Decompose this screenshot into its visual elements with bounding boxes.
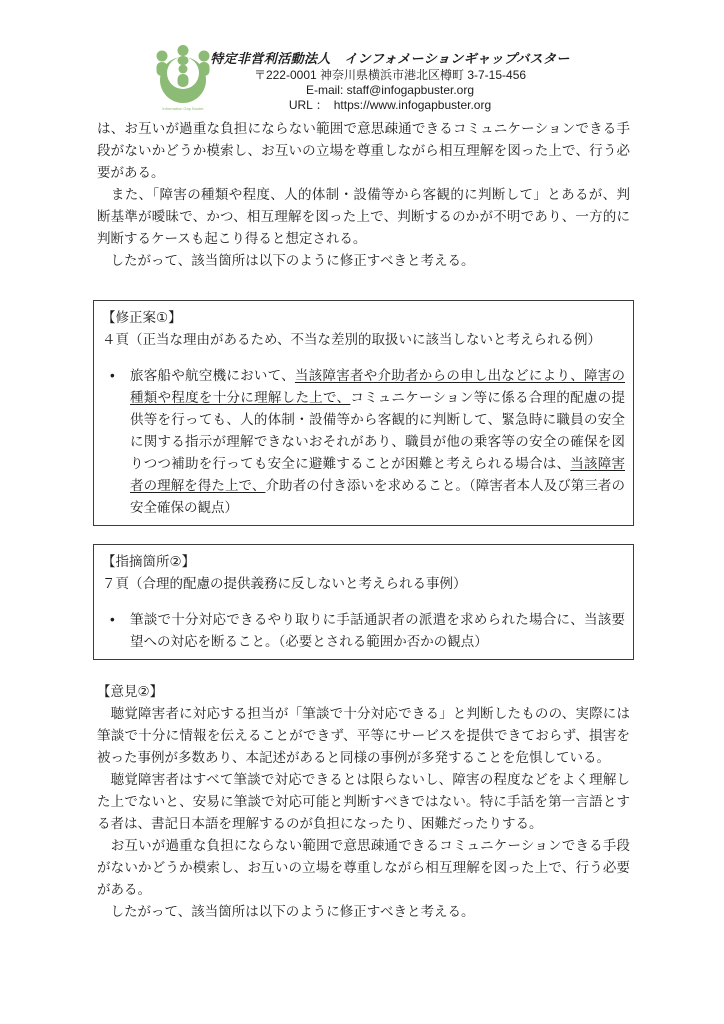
pointed-passage-box <box>93 544 634 660</box>
revision-proposal-box <box>93 300 634 526</box>
opinion-section <box>93 681 634 923</box>
pointed-bullet-list <box>102 609 625 653</box>
revision-box-subtitle: ４頁（正当な理由があるため、不当な差別的取扱いに該当しないと考えられる例） <box>102 332 601 347</box>
org-address: 〒222-0001 神奈川県横浜市港北区樽町 3-7-15-456 <box>253 68 527 82</box>
intro-paragraph-3: したがって、該当箇所は以下のように修正すべきと考える。 <box>97 253 475 268</box>
intro-paragraph-1: は、お互いが過重な負担にならない範囲で意思疎通できるコミュニケーションできる手段がないかどうか模索し、お互いの立場を尊重しながら相互理解を図った上で、行う必要がある。 <box>97 121 630 180</box>
opinion-title: 【意見②】 <box>97 684 164 699</box>
opinion-paragraph-3: お互いが過重な負担にならない範囲で意思疎通できるコミュニケーションできる手段がないかどうか模索し、お互いの立場を尊重しながら相互理解を図った上で、行う必要がある。 <box>97 838 630 897</box>
letterhead <box>56 48 724 112</box>
org-name: 特定非営利活動法人 インフォメーションギャップバスター <box>210 51 570 66</box>
opinion-paragraph-2: 聴覚障害者はすべて筆談で対応できるとは限らないし、障害の程度などをよく理解した上でないと、安易に筆談で対応可能と判断すべきではない。特に手話を第一言語とする者は、書記日本語を理解するのが負担になったり、困難だったりする。 <box>97 772 630 831</box>
org-email: E-mail: staff@infogapbuster.org <box>305 83 475 97</box>
pointed-box-title: 【指摘箇所②】 <box>102 554 196 569</box>
pointed-bullet-item: • 筆談で十分対応できるやり取りに手話通訳者の派遣を求められた場合に、当該要望への対応を断ること。（必要とされる範囲か否かの観点） <box>102 609 625 653</box>
opinion-paragraph-4: したがって、該当箇所は以下のように修正すべきと考える。 <box>97 904 475 919</box>
revision-box-title: 【修正案①】 <box>102 310 182 325</box>
org-url: URL ： https://www.infogapbuster.org <box>288 98 492 112</box>
document-body <box>93 118 634 923</box>
revision-bullet-item: • 旅客船や航空機において、当該障害者や介助者からの申し出などにより、障害の種類や程度を十分に理解した上で、コミュニケーション等に係る合理的配慮の提供等を行っても、人的体制・設備等から客観的に判断して、緊急時に職員の安全に関する指示が理解できないおそれがあり、職員が他の乗客等の安全の確保を図りつつ補助を行っても安全に避難することが困難と考えられる場合は、当該障害者の理解を得た上で、介助者の付き添いを求めること。（障害者本人及び第三者の安全確保の観点） <box>102 365 625 519</box>
pointed-box-subtitle: ７頁（合理的配慮の提供義務に反しないと考えられる事例） <box>102 576 467 591</box>
logo-caption-text: Information Gap Buster <box>162 106 204 111</box>
intro-paragraph-2: また、「障害の種類や程度、人的体制・設備等から客観的に判断して」とあるが、判断基準が曖昧で、かつ、相互理解を図った上で、判断するのかが不明であり、一方的に判断するケースも起こり得ると想定される。 <box>97 187 630 246</box>
revision-bullet-list <box>102 365 625 519</box>
opinion-paragraph-1: 聴覚障害者に対応する担当が「筆談で十分対応できる」と判断したものの、実際には筆談で十分に情報を伝えることができず、平等にサービスを提供できておらず、損害を被った事例が多数あり、本記述があると同様の事例が多発することを危惧している。 <box>97 706 630 765</box>
